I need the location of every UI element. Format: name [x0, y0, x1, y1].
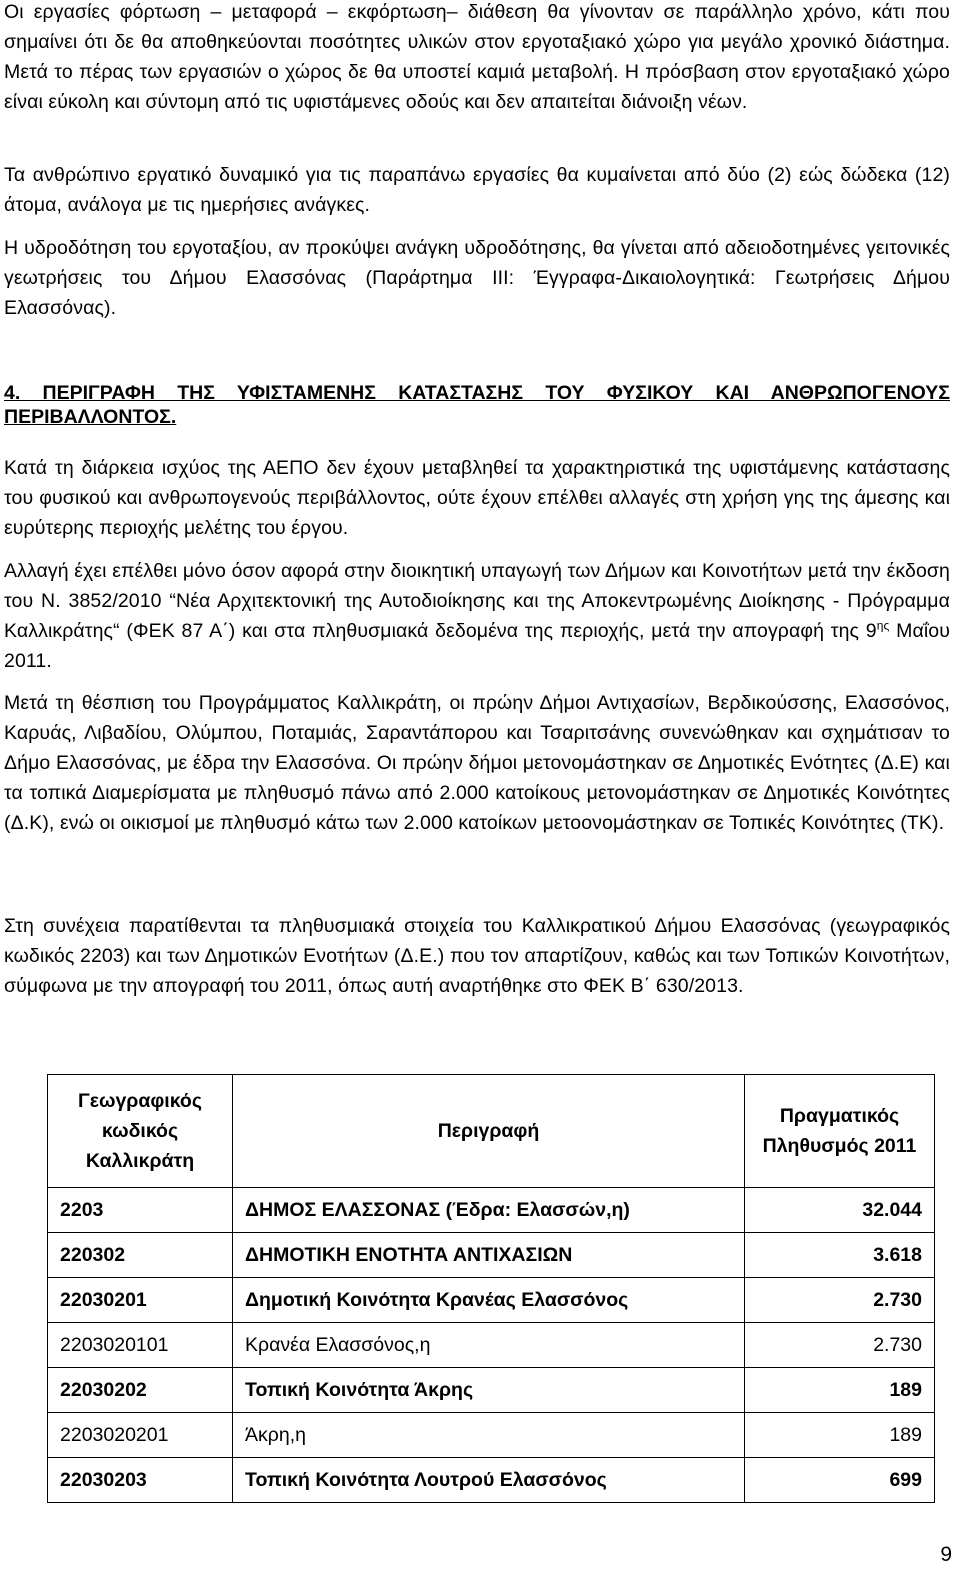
cell-code: 220302: [48, 1233, 233, 1278]
cell-code: 2203: [48, 1188, 233, 1233]
cell-population: 3.618: [745, 1233, 935, 1278]
admin-change-date: Μαΐου 2011.: [4, 620, 950, 672]
cell-population: 699: [745, 1458, 935, 1503]
cell-description: Τοπική Κοινότητα Άκρης: [233, 1368, 745, 1413]
paragraph-admin-change: [4, 556, 950, 676]
table-row: [48, 1323, 935, 1368]
header-description: Περιγραφή: [233, 1075, 745, 1188]
section-heading-text: 4. ΠΕΡΙΓΡΑΦΗ ΤΗΣ ΥΦΙΣΤΑΜΕΝΗΣ ΚΑΤΑΣΤΑΣΗΣ ΤΟΥ ΦΥΣΙΚΟΥ ΚΑΙ ΑΝΘΡΩΠΟΓΕΝΟΥΣ ΠΕΡΙΒΑΛΛΟΝΤΟΣ.: [4, 382, 950, 428]
cell-description: Άκρη,η: [233, 1413, 745, 1458]
cell-code: 2203020101: [48, 1323, 233, 1368]
cell-code: 22030202: [48, 1368, 233, 1413]
table-row: [48, 1278, 935, 1323]
cell-population: 32.044: [745, 1188, 935, 1233]
table-row: [48, 1413, 935, 1458]
cell-population: 189: [745, 1413, 935, 1458]
table-body: [48, 1188, 935, 1503]
population-table: [47, 1074, 935, 1503]
paragraph-no-change: Κατά τη διάρκεια ισχύος της ΑΕΠΟ δεν έχουν μεταβληθεί τα χαρακτηριστικά της υφιστάμενης κατάστασης του φυσικού και ανθρωπογενούς περιβάλλοντος, ούτε έχουν επέλθει αλλαγές στη χρήση γης της άμεσης και ευρύτερης περιοχής μελέτης του έργου.: [4, 457, 950, 539]
paragraph-water-supply: Η υδροδότηση του εργοταξίου, αν προκύψει ανάγκη υδροδότησης, θα γίνεται από αδειοδοτημένες γειτονικές γεωτρήσεις του Δήμου Ελασσόνας (Παράρτημα III: Έγγραφα-Δικαιολογητικά: Γεωτρήσεις Δήμου Ελασσόνας).: [4, 237, 950, 319]
paragraph-kallikratis: Μετά τη θέσπιση του Προγράμματος Καλλικράτη, οι πρώην Δήμοι Αντιχασίων, Βερδικούσσης, Ελασσόνος, Καρυάς, Λιβαδίου, Ολύμπου, Ποταμιάς, Σαραντάπορου και Τσαριτσάνης συνενώθηκαν και σχημάτισαν το Δήμο Ελασσόνας, με έδρα την Ελασσόνα. Οι πρώην δήμοι μετονομάστηκαν σε Δημοτικές Ενότητες (Δ.Ε) και τα τοπικά Διαμερίσματα με πληθυσμό πάνω από 2.000 κατοίκους μετονομάστηκαν σε Δημοτικές Κοινότητες (Δ.Κ), ενώ οι οικισμοί με πληθυσμό κάτω των 2.000 κατοίκων μετοονομάστηκαν σε Τοπικές Κοινότητες (ΤΚ).: [4, 692, 950, 834]
admin-change-text: Αλλαγή έχει επέλθει μόνο όσον αφορά στην διοικητική υπαγωγή των Δήμων και Κοινοτήτων μετά την έκδοση του Ν. 3852/2010 “Νέα Αρχιτεκτονική της Αυτοδιοίκησης και της Αποκεντρωμένης Διοίκησης - Πρόγραμμα Καλλικράτης“ (ΦΕΚ 87 Α΄) και στα πληθυσμιακά δεδομένα της περιοχής, μετά την απογραφή της 9: [4, 560, 950, 642]
table-row: [48, 1368, 935, 1413]
header-population: Πραγματικός Πληθυσμός 2011: [745, 1075, 935, 1188]
cell-description: ΔΗΜΟΤΙΚΗ ΕΝΟΤΗΤΑ ΑΝΤΙΧΑΣΙΩΝ: [233, 1233, 745, 1278]
cell-population: 189: [745, 1368, 935, 1413]
cell-population: 2.730: [745, 1278, 935, 1323]
table-header-row: [48, 1075, 935, 1188]
cell-description: Δημοτική Κοινότητα Κρανέας Ελασσόνος: [233, 1278, 745, 1323]
table-row: [48, 1188, 935, 1233]
superscript-ordinal: ης: [876, 618, 890, 633]
cell-description: ΔΗΜΟΣ ΕΛΑΣΣΟΝΑΣ (Έδρα: Ελασσών,η): [233, 1188, 745, 1233]
cell-code: 22030203: [48, 1458, 233, 1503]
paragraph-works-timing: Οι εργασίες φόρτωση – μεταφορά – εκφόρτωση– διάθεση θα γίνονταν σε παράλληλο χρόνο, κάτι που σημαίνει ότι δε θα αποθηκεύονται ποσότητες υλικών στον εργοταξιακό χώρο για μεγάλο χρονικό διάστημα. Μετά το πέρας των εργασιών ο χώρος δε θα υποστεί καμιά μεταβολή. Η πρόσβαση στον εργοταξιακό χώρο είναι εύκολη και σύντομη από τις υφιστάμενες οδούς και δεν απαιτείται διάνοιξη νέων.: [4, 1, 950, 113]
table-row: [48, 1458, 935, 1503]
cell-population: 2.730: [745, 1323, 935, 1368]
cell-code: 2203020201: [48, 1413, 233, 1458]
page-number: 9: [940, 1543, 952, 1566]
cell-description: Κρανέα Ελασσόνος,η: [233, 1323, 745, 1368]
paragraph-workforce: Τα ανθρώπινο εργατικό δυναμικό για τις παραπάνω εργασίες θα κυμαίνεται από δύο (2) εώς δώδεκα (12) άτομα, ανάλογα με τις ημερήσιες ανάγκες.: [4, 164, 950, 216]
cell-description: Τοπική Κοινότητα Λουτρού Ελασσόνος: [233, 1458, 745, 1503]
header-code: Γεωγραφικός κωδικός Καλλικράτη: [48, 1075, 233, 1188]
section-heading: [4, 381, 950, 429]
table-row: [48, 1233, 935, 1278]
paragraph-population-intro: Στη συνέχεια παρατίθενται τα πληθυσμιακά στοιχεία του Καλλικρατικού Δήμου Ελασσόνας (γεωγραφικός κωδικός 2203) και των Δημοτικών Ενοτήτων (Δ.Ε.) που τον απαρτίζουν, καθώς και των Τοπικών Κοινοτήτων, σύμφωνα με την απογραφή του 2011, όπως αυτή αναρτήθηκε στο ΦΕΚ Β΄ 630/2013.: [4, 915, 950, 997]
cell-code: 22030201: [48, 1278, 233, 1323]
